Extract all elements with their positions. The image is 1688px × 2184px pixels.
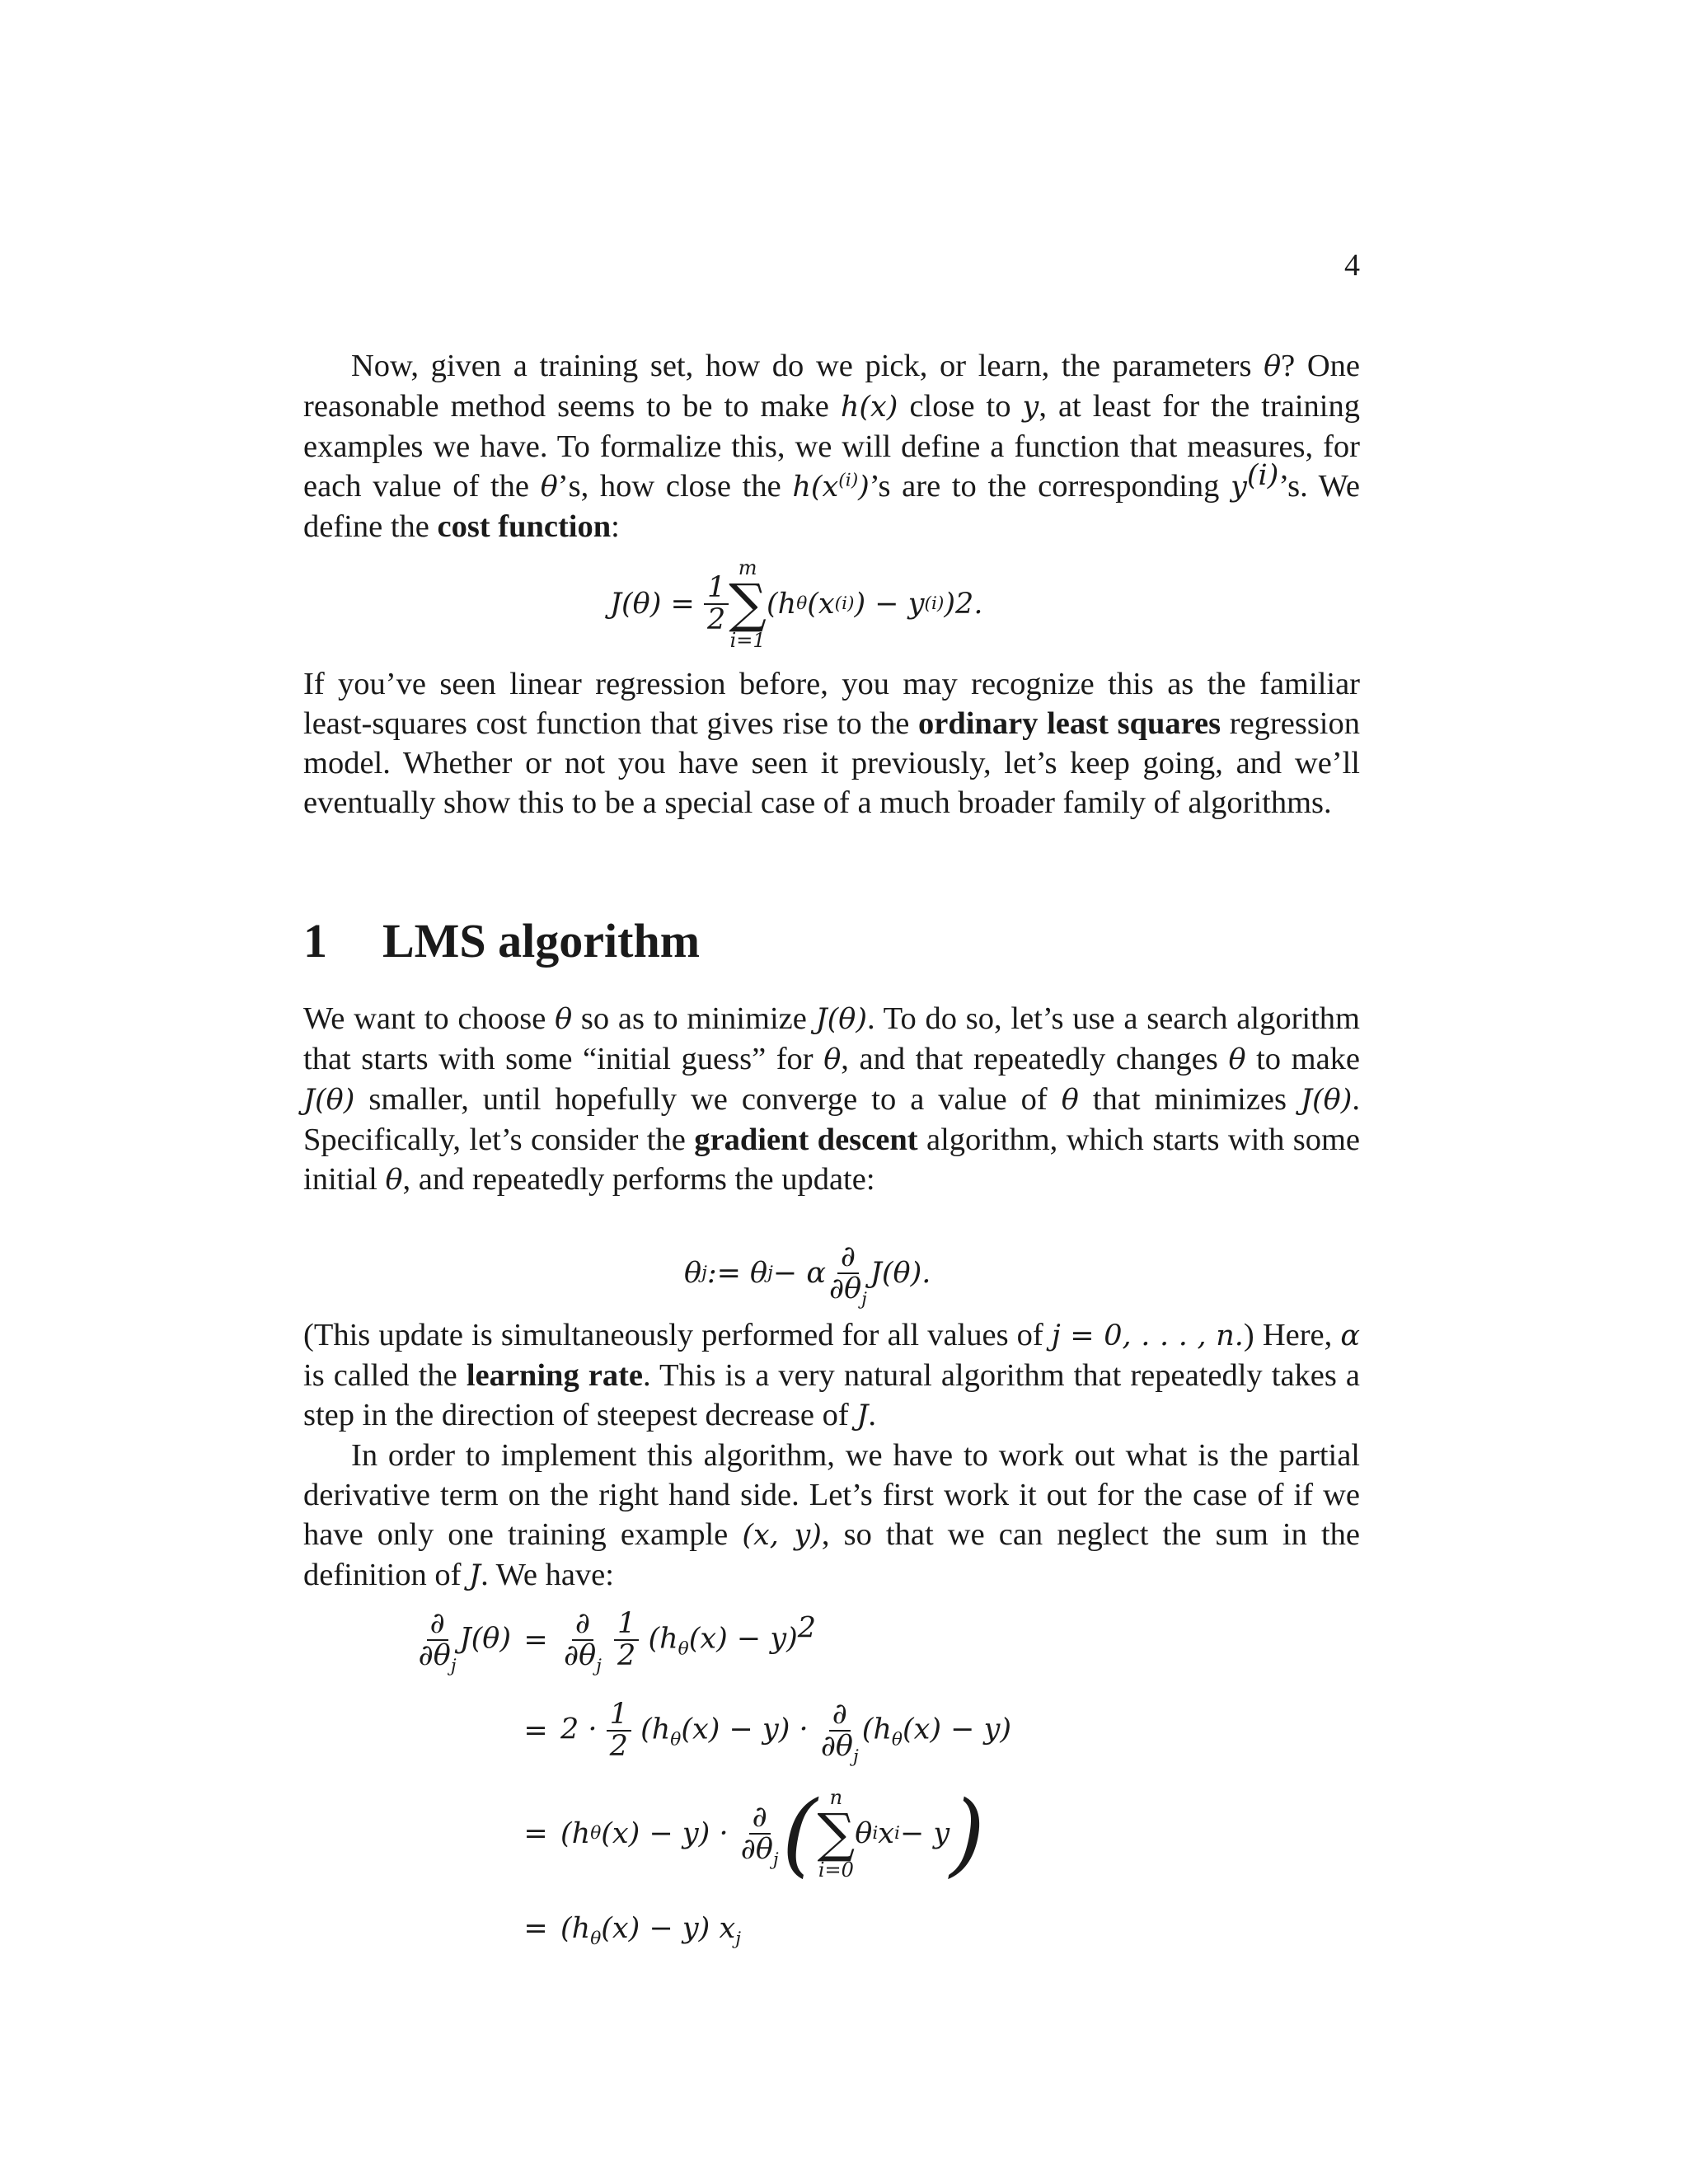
ols-paragraph: If you’ve seen linear regression before, you may recognize this as the familiar least-squares cost function that gives rise to the ordinary least squares regression model. Whether or not you have seen it previously, let’s keep going, and we’ll eventually show this to be a special case of a much broader family of algorithms. (303, 667, 1360, 820)
cost-function-equation: J(θ) = $\frac{1}{2}$ m ∑ i=1 (h θ (x (i) ) − y (i) ) 2 . (610, 556, 983, 652)
cost-function-term: cost function (437, 509, 612, 544)
learning-rate-term: learning rate (466, 1358, 644, 1393)
derivation-equations: $\frac{\partial}{\partial\theta_j}$ J(θ) = $\frac{\partial}{\partial\theta_j}$ $\frac{1}{2}$ $(h_\theta(x) - y)^2$ = 2 · $\frac{1}{2}$ $(h_\theta(x) - y)$ · $\frac{\partial}{\partial\theta_j}$ $(h_\theta(x) - y)$ = (h θ (x) − y) · $\frac{\partial}{\partial\theta_j}$ ( n ∑ i=0 θ i x i − y ) = $(h_\theta(x) - y)$ $x_j$ (363, 1595, 1137, 1966)
ols-term: ordinary least squares (917, 706, 1221, 741)
section-number: 1 (303, 914, 327, 968)
derivation-line-4: $(h_\theta(x) - y)$ $x_j$ (560, 1912, 741, 1949)
derivation-line-3: (h θ (x) − y) · $\frac{\partial}{\partial\theta_j}$ ( n ∑ i=0 θ i x i − y ) (560, 1781, 986, 1886)
page-number: 4 (1344, 248, 1360, 283)
derivation-line-1: $\frac{\partial}{\partial\theta_j}$ $\frac{1}{2}$ $(h_\theta(x) - y)^2$ (564, 1607, 817, 1676)
intro-paragraph: Now, given a training set, how do we pick, or learn, the parameters θ? One reasonable method seems to be to make h(x) close to y, at least for the training examples we have. To formalize this, we will define a function that measures, for each value of the θ’s, how close the $h(x^{(i)})’s$ are to the corresponding $y^{(i)}’s$. We define the cost function: (303, 349, 1361, 544)
section-title: LMS algorithm (382, 914, 701, 968)
derivation-line-2: 2 · $\frac{1}{2}$ $(h_\theta(x) - y)$ · $\frac{\partial}{\partial\theta_j}$ $(h_\theta(x) - y)$ (560, 1698, 1012, 1767)
gradient-descent-term: gradient descent (694, 1122, 918, 1157)
learning-rate-paragraph: (This update is simultaneously performed for all values of j = 0, . . . , n.) Here, α is called the learning rate. This is a very natural algorithm that repeatedly takes a step in the direction of steepest decrease of J. In order to implement this algorithm, we have to work out what is the partial derivative term on the right hand side. Let’s first work it out for the case of if we have only one training example (x, y), so that we can neglect the sum in the definition of J. We have: (303, 1318, 1361, 1592)
gradient-descent-paragraph: We want to choose θ so as to minimize J(θ). To do so, let’s use a search algorithm that starts with some “initial guess” for θ, and that repeatedly changes θ to make J(θ) smaller, until hopefully we converge to a value of θ that minimizes J(θ). Specifically, let’s consider the gradient descent algorithm, which starts with some initial θ, and repeatedly performs the update: (303, 1001, 1361, 1197)
update-rule-equation: θ j := θ j − α $\frac{\partial}{\partial\theta_j}$ J(θ). (684, 1240, 931, 1310)
derivation-lhs: $\frac{\partial}{\partial\theta_j}$ J(θ) (418, 1607, 511, 1676)
section-heading (303, 913, 700, 968)
